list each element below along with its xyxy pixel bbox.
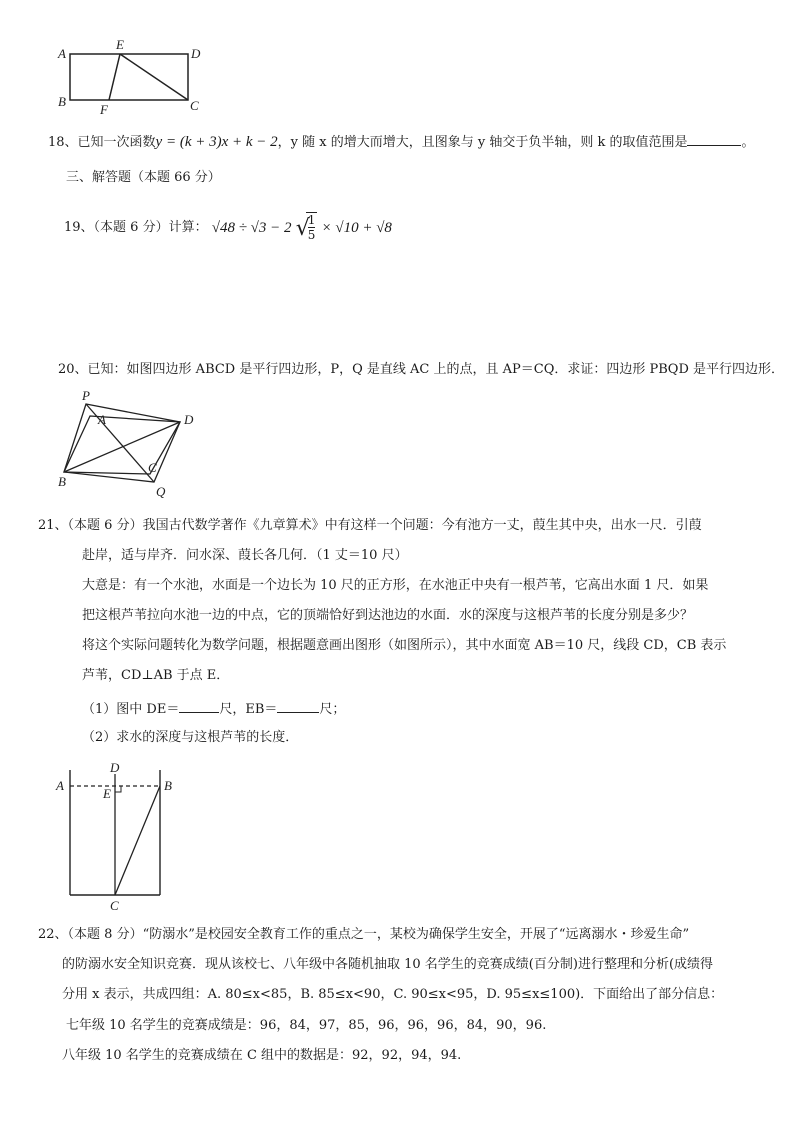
q19-fraction-den: 5 xyxy=(307,228,316,242)
label-d: D xyxy=(184,412,194,427)
question-22-line-5: 八年级 10 名学生的竞赛成绩在 C 组中的数据是：92，92，94，94. xyxy=(62,1048,462,1063)
q19-expr-part2: × √10 + √8 xyxy=(321,220,392,236)
question-21-line-1: 21、（本题 6 分）我国古代数学著作《九章算术》中有这样一个问题：今有池方一丈，葭生其中央，出水一尺．引葭 xyxy=(38,518,702,533)
section-3-title: 三、解答题（本题 66 分） xyxy=(66,170,221,185)
answer-blank-de[interactable] xyxy=(179,700,219,713)
quadrilateral-pbqd xyxy=(64,404,180,482)
reed-cb xyxy=(115,786,160,895)
q19-radical-fraction xyxy=(296,212,318,244)
label-c: C xyxy=(148,460,157,475)
label-a: A xyxy=(56,778,64,793)
segment-ec xyxy=(120,54,188,100)
question-21-line-6: 芦苇，CD⊥AB 于点 E． xyxy=(82,668,230,683)
question-18 xyxy=(48,133,755,151)
q21-part1-b: 尺，EB＝ xyxy=(219,702,278,717)
diagonal-bd xyxy=(64,422,180,472)
question-22-line-3: 分用 x 表示，共成四组：A. 80≤x<85，B. 85≤x<90，C. 90≤x<95，D. 95≤x≤100)．下面给出了部分信息： xyxy=(62,987,724,1002)
q19-expr-part1: √48 ÷ √3 − 2 xyxy=(211,220,292,236)
question-21-line-4: 把这根芦苇拉向水池一边的中点，它的顶端恰好到达池边的水面．水的深度与这根芦苇的长度分别是多少？ xyxy=(82,608,694,623)
question-21-line-2: 赴岸，适与岸齐．问水深、葭长各几何．（1 丈＝10 尺） xyxy=(82,548,408,563)
right-angle-mark xyxy=(115,786,121,792)
q19-prefix: 19、（本题 6 分）计算： xyxy=(64,220,208,235)
label-d: D xyxy=(110,760,120,775)
label-q: Q xyxy=(156,484,166,499)
q19-fraction-num: 1 xyxy=(307,213,316,227)
question-19 xyxy=(64,212,392,244)
label-e: E xyxy=(116,37,124,52)
label-b: B xyxy=(58,94,66,109)
segment-ef xyxy=(109,54,120,100)
question-21-line-5: 将这个实际问题转化为数学问题，根据题意画出图形（如图所示），其中水面宽 AB＝10 尺，线段 CD，CB 表示 xyxy=(82,638,727,653)
q18-suffix: ，y 随 x 的增大而增大，且图象与 y 轴交于负半轴，则 k 的取值范围是 xyxy=(277,135,688,150)
label-b: B xyxy=(164,778,172,793)
question-21-part-2: （2）求水的深度与这根芦苇的长度． xyxy=(82,730,299,745)
question-22-line-4: 七年级 10 名学生的竞赛成绩是：96，84，97，85，96，96，96，84，90，96. xyxy=(66,1018,547,1033)
q21-part1-c: 尺； xyxy=(319,702,346,717)
label-b: B xyxy=(58,474,66,489)
figure-pond xyxy=(52,760,192,913)
question-21-line-3: 大意是：有一个水池，水面是一个边长为 10 尺的正方形，在水池正中央有一根芦苇，它高出水面 1 尺．如果 xyxy=(82,578,709,593)
figure-parallelogram-pbqd xyxy=(52,390,212,500)
label-a: A xyxy=(58,46,66,61)
question-20: 20、已知：如图四边形 ABCD 是平行四边形，P，Q 是直线 AC 上的点，且 AP＝CQ．求证：四边形 PBQD 是平行四边形． xyxy=(58,362,785,377)
label-c: C xyxy=(190,98,199,113)
label-c: C xyxy=(110,898,119,913)
label-e: E xyxy=(103,786,111,801)
answer-blank-eb[interactable] xyxy=(277,700,319,713)
answer-blank-18[interactable] xyxy=(687,133,741,146)
q18-formula: y = (k + 3)x + k − 2 xyxy=(155,134,278,150)
sqrt-icon: √ xyxy=(295,216,310,241)
q21-part1-a: （1）图中 DE＝ xyxy=(82,702,180,717)
question-22-line-1: 22、（本题 8 分）“防溺水”是校园安全教育工作的重点之一，某校为确保学生安全，开展了“远离溺水・珍爱生命” xyxy=(38,927,690,942)
question-22-line-2: 的防溺水安全知识竞赛．现从该校七、八年级中各随机抽取 10 名学生的竞赛成绩(百分制)进行整理和分析(成绩得 xyxy=(62,957,714,972)
q18-end: 。 xyxy=(741,135,755,150)
label-a: A xyxy=(98,412,106,427)
q18-prefix: 18、已知一次函数 xyxy=(48,135,156,150)
label-f: F xyxy=(100,102,108,117)
label-d: D xyxy=(191,46,201,61)
label-p: P xyxy=(82,388,90,403)
question-21-part-1 xyxy=(82,700,345,718)
figure-rectangle-abcd xyxy=(50,36,200,116)
